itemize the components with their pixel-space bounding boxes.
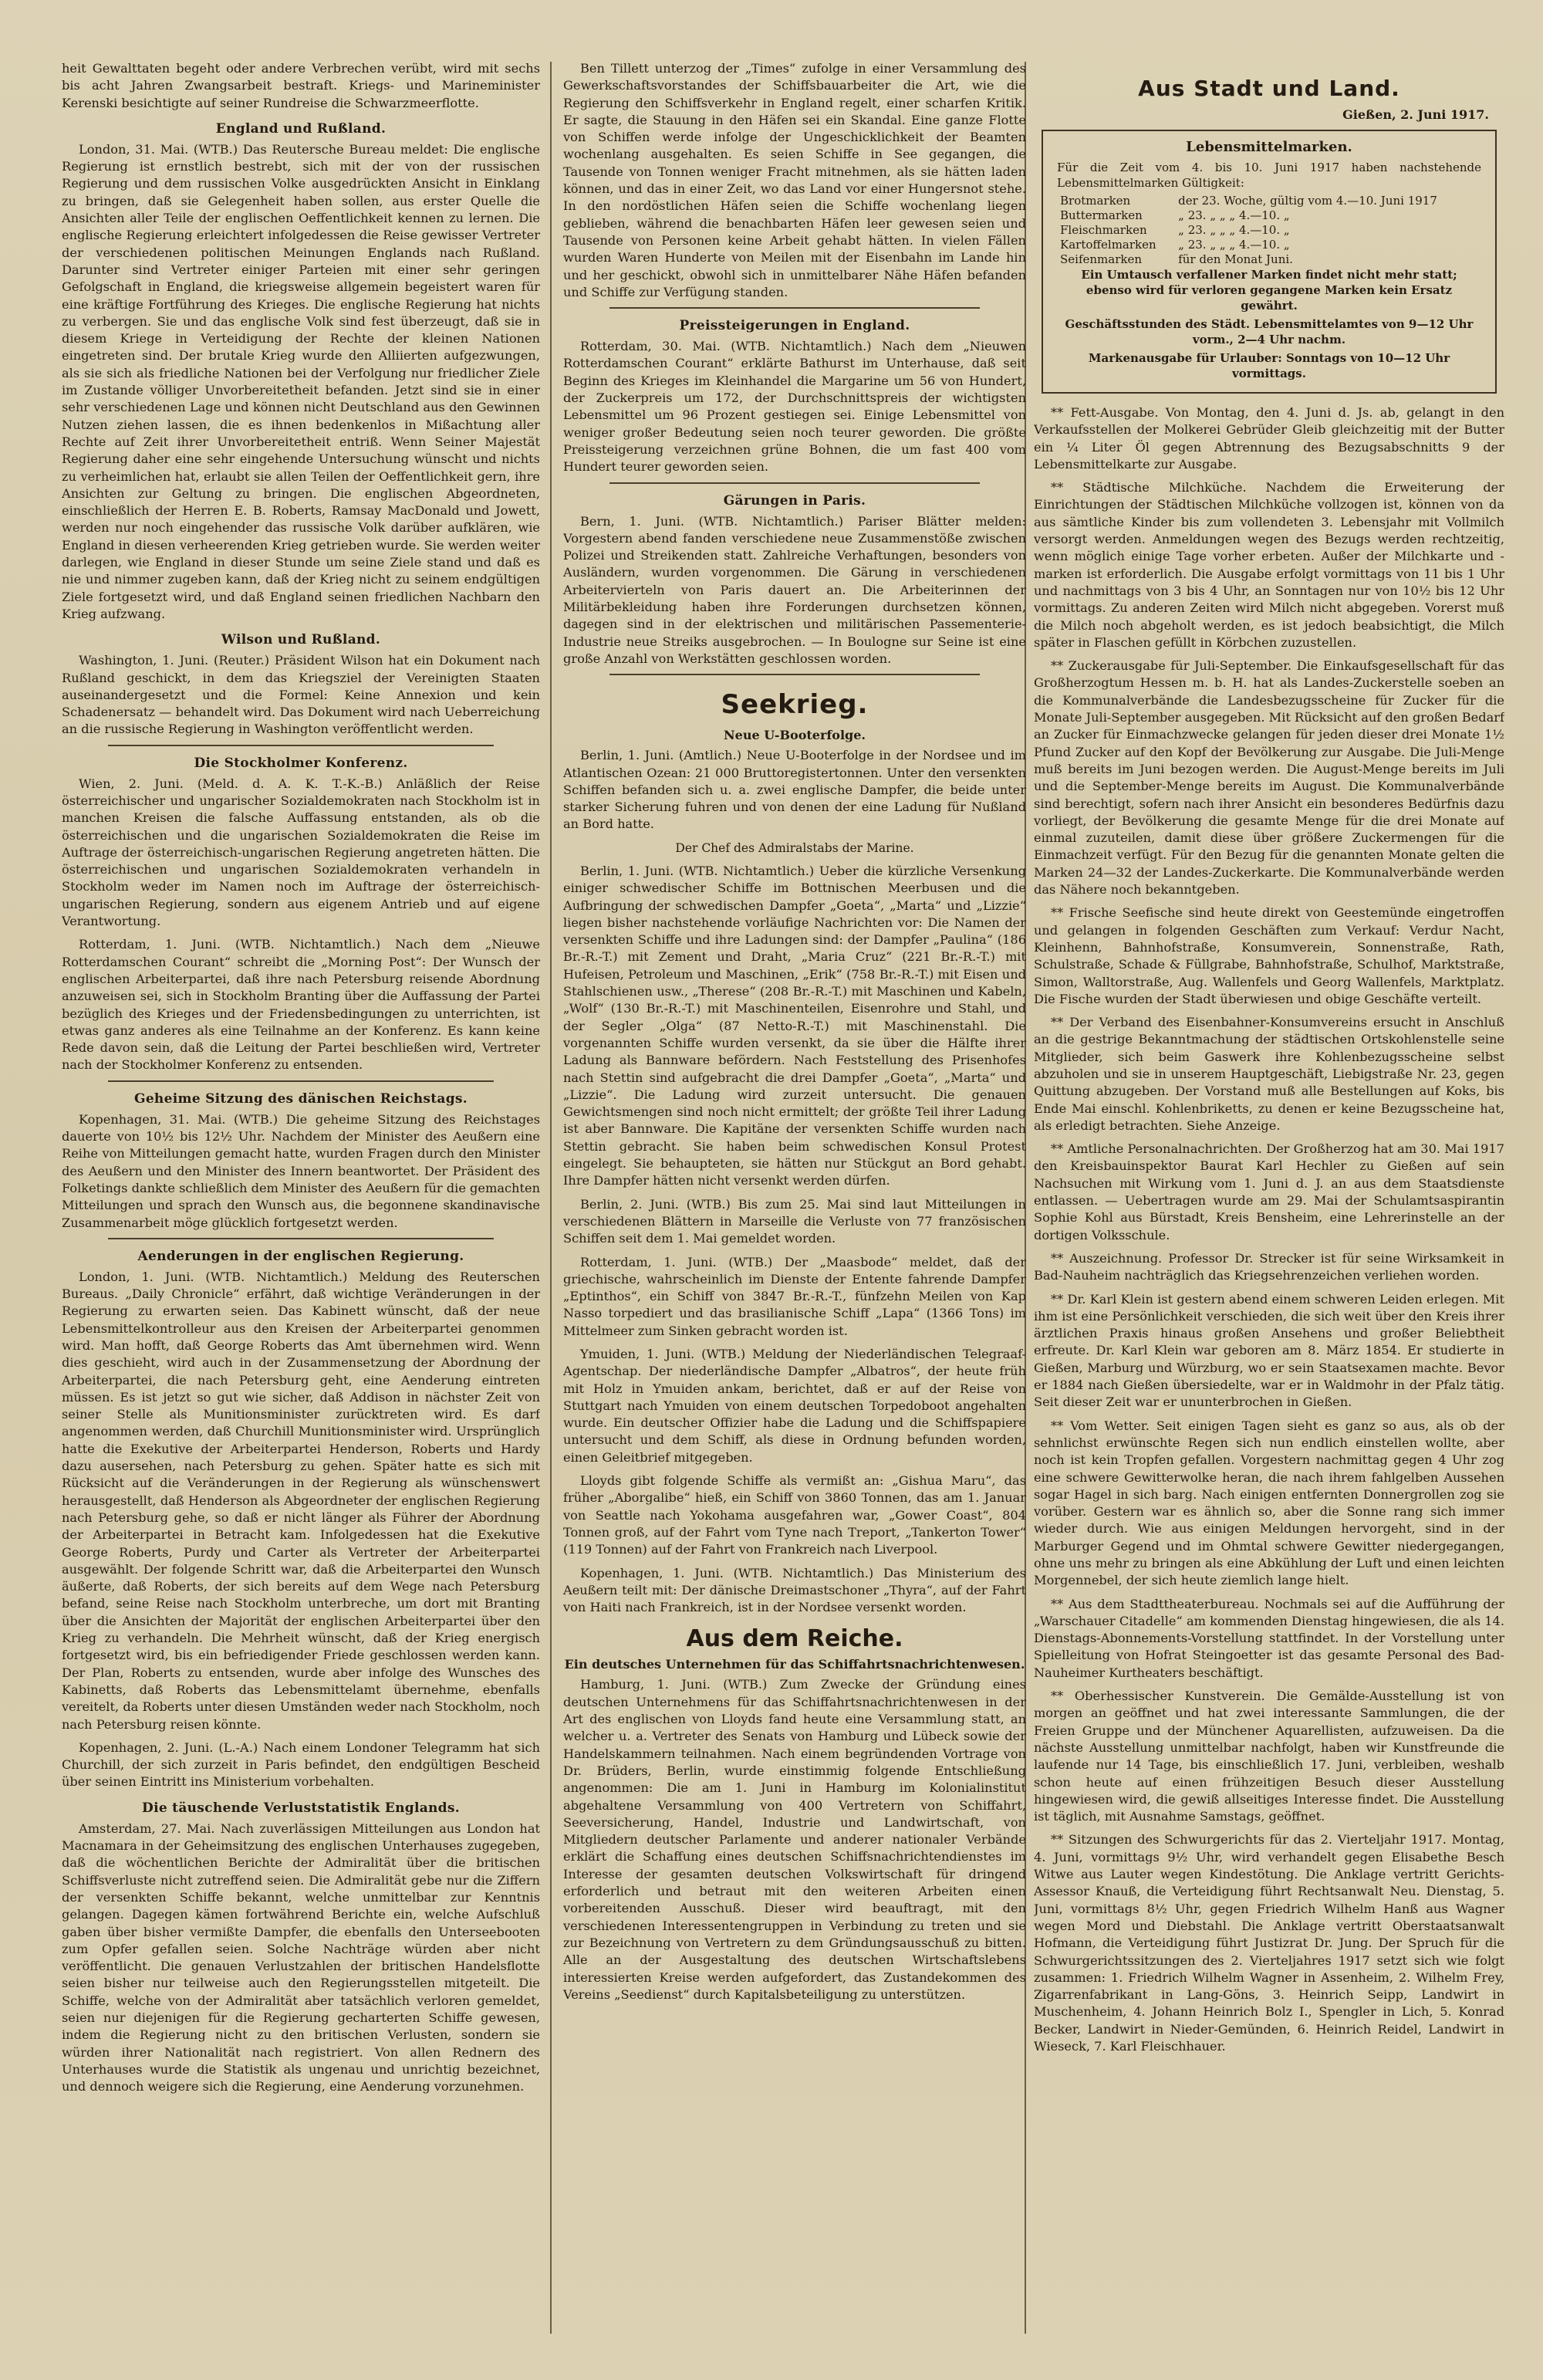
article-paragraph: Rotterdam, 1. Juni. (WTB.) Der „Maasbode“ meldet, daß der griechische, wahrscheinlich im Dienste der Entente fahrende Dampfer „Eptinthos“, ein Schiff von 3847 Br.-R.-T., fünfzehn Meilen von Kap Nasso torpediert und das brasilianische Schiff „Lapa“ (1366 Tons) im Mittelmeer zum Sinken gebracht worden ist. <box>563 1254 1026 1338</box>
box-title: Lebensmittelmarken. <box>1186 139 1352 155</box>
headline: Gärungen in Paris. <box>723 492 866 509</box>
local-news-item: ** Der Verband des Eisenbahner-Konsumvereins ersucht in Anschluß an die gestrige Bekanntmachung der städtischen Ortskohlenstelle seine Mitglieder, sich beim Gaswerk ihre Kohlenbezugsscheine selbst abzuholen und sie in unserem Hauptgeschäft, Liebigstraße Nr. 23, gegen Quittung abzugeben. Der Vorstand muß alle Bestellungen auf Koks, bis Ende Mai einschl. Kohlenbriketts, zu denen er keine Bezugsscheine hat, als erledigt betrachten. Siehe Anzeige. <box>1034 1015 1504 1133</box>
article-paragraph: Amsterdam, 27. Mai. Nach zuverlässigen Mitteilungen aus London hat Macnamara in der Geheimsitzung des englischen Unterhauses zugegeben, daß die wöchentlichen Berichte der Admiralität über die britischen Schiffsverluste nicht zutreffend seien. Die Admiralität gebe nur die Ziffern der versenkten Schiffe bekannt, welche unmittelbar zur Kenntnis gelangen. Dagegen kämen fortwährend Berichte ein, welche Aufschluß gaben über bisher vermißte Dampfer, die ebenfalls den Unterseebooten zum Opfer gefallen seien. Solche Nachträge würden aber nicht veröffentlicht. Die genauen Verlustzahlen der britischen Handelsflotte seien bisher nur teilweise auch den Regierungsstellen mitgeteilt. Die Schiffe, welche von der Admiralität aber tatsächlich verloren gemeldet, seien nur diejenigen für die Regierung gecharterten Schiffe gewesen, indem die Regierung nicht zu den britischen Verlusten, sondern sie würden ihrer Nationalität nach registriert. Von allen Rednern des Unterhauses wurde die Statistik als ungenau und unrichtig bezeichnet, und dennoch weigere sich die Regierung, eine Aenderung vorzunehmen. <box>62 1820 540 2094</box>
dateline: Gießen, 2. Juni 1917. <box>1342 107 1489 122</box>
ration-notice-box <box>1042 130 1497 394</box>
headline: Die Stockholmer Konferenz. <box>194 755 408 771</box>
local-news-item: ** Sitzungen des Schwurgerichts für das 2. Vierteljahr 1917. Montag, 4. Juni, vormittags 9½ Uhr, wird verhandelt gegen Elisabethe Besch Witwe aus Lauter wegen Kindestötung. Die Anklage vertritt Gerichts-Assessor Knauß, die Verteidigung führt Rechtsanwalt Neu. Dienstag, 5. Juni, vormittags 8½ Uhr, gegen Friedrich Wilhelm Hanß aus Wagner wegen Mord und Diebstahl. Die Anklage vertritt Oberstaatsanwalt Hofmann, die Verteidigung führt Justizrat Dr. Jung. Der Spruch für die Schwurgerichtssitzungen des 2. Vierteljahres 1917 setzt sich wie folgt zusammen: 1. Friedrich Wilhelm Wagner in Assenheim, 2. Wilhelm Frey, Zigarrenfabrikant in Lang-Göns, 3. Heinrich Seipp, Landwirt in Muschenheim, 4. Johann Heinrich Bolz I., Spengler in Lich, 5. Konrad Becker, Landwirt in Nieder-Gemünden, 6. Heinrich Reidel, Landwirt in Wieseck, 7. Karl Fleischhauer. <box>1034 1832 1504 2054</box>
local-news-item: ** Vom Wetter. Seit einigen Tagen sieht es ganz so aus, als ob der sehnlichst erwünschte Regen sich nun endlich einstellen wollte, aber noch ist kein Tropfen gefallen. Vorgestern nachmittag gegen 4 Uhr zog eine schwere Gewitterwolke heran, die nach ihrem fahlgelben Aussehen sogar Hagel in sich barg. Nach einigen entfernten Donnergrollen zog sie vorüber. Gestern war es ähnlich so, aber die Sonne rang sich immer wieder durch. Wie aus einigen Meldungen hervorgeht, sind in der Marburger Gegend und im Ohmtal schwere Gewitter niedergegangen, ohne uns mehr zu bringen als eine Abkühlung der Luft und einen leichten Morgennebel, der sich heute ziemlich lange hielt. <box>1034 1418 1504 1588</box>
article-paragraph: Berlin, 2. Juni. (WTB.) Bis zum 25. Mai sind laut Mitteilungen in verschiedenen Blättern in Marseille die Verluste von 77 französischen Schiffen seit dem 1. Mai gemeldet worden. <box>563 1196 1026 1246</box>
ration-table <box>1057 194 1481 267</box>
article-paragraph: Lloyds gibt folgende Schiffe als vermißt an: „Gishua Maru“, das früher „Aborgalibe“ hieß, ein Schiff von 3860 Tonnen, das am 1. Januar von Seattle nach Yokohama ausgefahren war, „Gower Coast“, 804 Tonnen groß, auf der Fahrt vom Tyne nach Treport, „Tankerton Tower“ (119 Tonnen) auf der Fahrt von Frankreich nach Liverpool. <box>563 1473 1026 1557</box>
local-news-item: ** Städtische Milchküche. Nachdem die Erweiterung der Einrichtungen der Städtischen Milchküche vollzogen ist, können von da aus sämtliche Kinder bis zum vollendeten 3. Lebensjahr mit Vollmilch versorgt werden. Anmeldungen wegen des Bezugs werden rechtzeitig, wenn möglich einige Tage vorher erbeten. Außer der Milchkarte und -marken ist erforderlich. Die Ausgabe erfolgt vormittags von 11 bis 1 Uhr und nachmittags von 3 bis 4 Uhr, an Sonntagen nur von 10½ bis 12 Uhr vormittags. Zu anderen Zeiten wird Milch nicht abgegeben. Vorerst muß die Milch noch abgeholt werden, es ist jedoch beabsichtigt, die Milch später in Flaschen gefüllt in Körbchen zuzustellen. <box>1034 480 1504 650</box>
article-paragraph: Ymuiden, 1. Juni. (WTB.) Meldung der Niederländischen Telegraaf-Agentschap. Der niederländische Dampfer „Albatros“, der heute früh mit Holz in Ymuiden ankam, berichtet, daß er auf der Reise von Stuttgart nach Ymuiden von einem deutschen Torpedoboot angehalten wurde. Ein deutscher Offizier habe die Ladung und die Schiffspapiere untersucht und dem Schiff, als diese in Ordnung befunden worden, einen Geleitbrief mitgegeben. <box>563 1347 1026 1465</box>
divider <box>108 1080 494 1082</box>
article-paragraph: Wien, 2. Juni. (Meld. d. A. K. T.-K.-B.) Anläßlich der Reise österreichischer und ungarischer Sozialdemokraten nach Stockholm ist in manchen Kreisen die falsche Auffassung entstanden, als ob die österreichischen und die ungarischen Sozialdemokraten die Reise im Auftrage der österreichisch-ungarischen Regierung angetreten hätten. Die österreichischen und ungarischen Sozialdemokraten verhandeln in Stockholm weder im Namen noch im Auftrage der österreichisch-ungarischen Regierung, sondern aus eigenem Antrieb und auf eigene Verantwortung. <box>62 776 540 929</box>
local-news-item: ** Frische Seefische sind heute direkt von Geestemünde eingetroffen und gelangen in folgenden Geschäften zum Verkauf: Verdur Nacht, Kleinhenn, Bahnhofstraße, Konsumverein, Sonnenstraße, Rath, Schulstraße, Schade & Füllgrabe, Bahnhofstraße, Schulhof, Marktstraße, Simon, Walltorstraße, Aug. Wallenfels und Georg Wallenfels, Marktplatz. Die Fische wurden der Stadt überwiesen und obige Geschäfte verteilt. <box>1034 905 1504 1006</box>
column-1 <box>62 60 540 2349</box>
section-title: Seekrieg. <box>721 689 869 721</box>
table-row: Kartoffelmarken „ 23. „ „ „ 4.—10. „ <box>1060 238 1290 252</box>
divider <box>108 1238 494 1239</box>
article-paragraph: Berlin, 1. Juni. (WTB. Nichtamtlich.) Ueber die kürzliche Versenkung einiger schwedischer Schiffe im Bottnischen Meerbusen und die Aufbringung der schwedischen Dampfer „Goeta“, „Marta“ und „Lizzie“ liegen bisher nachstehende vorläufige Nachrichten vor: Die Namen der versenkten Schiffe und ihre Ladungen sind: der Dampfer „Paulina“ (186 Br.-R.-T.) mit Zement und Draht, „Maria Cruz“ (221 Br.-R.-T.) mit Hufeisen, Petroleum und Maschinen, „Erik“ (758 Br.-R.-T.) mit Eisen und Stahlschienen usw., „Therese“ (208 Br.-R.-T.) mit Maschinen und Kabeln, „Wolf“ (130 Br.-R.-T.) mit Maschinenteilen, Eisenrohre und Stahl, und der Segler „Olga“ (87 Netto-R.-T.) mit Maschinenstahl. Die vorgenannten Schiffe wurden versenkt, da sie über die Hälfte ihrer Ladung als Bannware befördern. Nach Feststellung des Prisenhofes nach Stettin sind aufgebracht die drei Dampfer „Goeta“, „Marta“ und „Lizzie“. Die Ladung wird zurzeit untersucht. Die genauen Gewichtsmengen sind noch nicht ermittelt; der größte Teil ihrer Ladung ist aber Bannware. Die Kapitäne der versenkten Schiffe wurden nach Stettin gebracht. Sie haben beim schwedischen Konsul Protest eingelegt. Sie behaupteten, sie hätten nur Stückgut an Bord gehabt. Ihre Dampfer hätten nicht versenkt werden dürfen. <box>563 863 1026 1188</box>
local-news-item: ** Amtliche Personalnachrichten. Der Großherzog hat am 30. Mai 1917 den Kreisbauinspektor Baurat Karl Hechler zu Gießen auf sein Nachsuchen mit Wirkung vom 1. Juni d. J. an aus dem Staatsdienste entlassen. — Uebertragen wurde am 29. Mai der Schulamtsaspirantin Sophie Kohl aus Bürstadt, Kreis Bensheim, eine Lehrerinstelle an der dortigen Volksschule. <box>1034 1141 1504 1242</box>
local-news-item: ** Auszeichnung. Professor Dr. Strecker ist für seine Wirksamkeit in Bad-Nauheim nachträglich das Kriegsehrenzeichen verliehen worden. <box>1034 1250 1504 1283</box>
article-paragraph: London, 1. Juni. (WTB. Nichtamtlich.) Meldung des Reuterschen Bureaus. „Daily Chronicle“ erfährt, daß wichtige Veränderungen in der Regierung zu erwarten seien. Das Kabinett wünscht, daß der neue Lebensmittelkontrolleur aus den Kreisen der Arbeiterpartei genommen wird. Man hofft, daß George Roberts das Amt übernehmen wird. Wenn dies geschieht, wird auch in der Zusammensetzung der Abordnung der Arbeiterpartei, die nach Petersburg geht, eine Aenderung eintreten müssen. Es ist jetzt so gut wie sicher, daß Addison in nächster Zeit von seiner Stelle als Munitionsminister zurücktreten wird. Es darf angenommen werden, daß Churchill Munitionsminister wird. Ursprünglich hatte die Exekutive der Arbeiterpartei Henderson, Roberts und Hardy dazu ausersehen, nach Petersburg zu gehen. Später hatte es sich mit Rücksicht auf die Veränderungen in der Regierung als wünschenswert herausgestellt, daß Henderson als Abgeordneter der englischen Regierung nach Petersburg gehe, so daß er nicht länger als Führer der Abordnung der Arbeiterpartei in Betracht kam. Infolgedessen hat die Exekutive George Roberts, Purdy und Carter als Vertreter der Arbeiterpartei ausgewählt. Der folgende Schritt war, daß die Arbeiterpartei den Wunsch äußerte, daß Roberts, der sich bereits auf dem Wege nach Petersburg befand, seine Reise nach Stockholm unterbreche, um dort mit Branting über die Ansichten der Majorität der englischen Arbeiterpartei über den Krieg zu verhandeln. Die Mehrheit wünscht, daß der Krieg energisch fortgesetzt wird, bis ein befriedigender Friede geschlossen werden kann. Der Plan, Roberts zu entsenden, wurde aber infolge des Wunsches des Kabinetts, daß Roberts das Lebensmittelamt übernehme, ebenfalls vereitelt, da Roberts unter diesen Umständen weder nach Stockholm, noch nach Petersburg reisen könnte. <box>62 1269 540 1732</box>
article-paragraph: Kopenhagen, 31. Mai. (WTB.) Die geheime Sitzung des Reichstages dauerte von 10½ bis 12½ Uhr. Nachdem der Minister des Aeußern eine Reihe von Mitteilungen gemacht hatte, wurden Fragen durch den Minister des Aeußern und den Minister des Innern beantwortet. Der Präsident des Folketings dankte schließlich dem Minister des Aeußern für die gemachten Mitteilungen und sprach den Wunsch aus, die begonnene skandinavische Zusammenarbeit möge glücklich fortgesetzt werden. <box>62 1111 540 1230</box>
article-paragraph: Rotterdam, 30. Mai. (WTB. Nichtamtlich.) Nach dem „Nieuwen Rotterdamschen Courant“ erklärte Bathurst im Unterhause, daß seit Beginn des Krieges im Kleinhandel die Margarine um 56 von Hundert, der Zuckerpreis um 172, der Durchschnittspreis der wichtigsten Lebensmittel um 96 Prozent gestiegen sei. Einige Lebensmittel von weniger großer Bedeutung seien noch teurer geworden. Die größte Preissteigerung verzeichnen grüne Bohnen, die um fast 400 vom Hundert teurer geworden seien. <box>563 339 1026 475</box>
table-row: Buttermarken „ 23. „ „ „ 4.—10. „ <box>1060 208 1290 222</box>
article-paragraph: Kopenhagen, 1. Juni. (WTB. Nichtamtlich.) Das Ministerium des Aeußern teilt mit: Der dänische Dreimastschoner „Thyra“, auf der Fahrt von Haiti nach Frankreich, ist in der Nordsee versenkt worden. <box>563 1565 1026 1615</box>
table-row: Seifenmarken für den Monat Juni. <box>1060 252 1293 266</box>
headline: Wilson und Rußland. <box>221 632 381 648</box>
local-news-item: ** Dr. Karl Klein ist gestern abend einem schweren Leiden erlegen. Mit ihm ist eine Persönlichkeit verschieden, die sich weit über den Kreis ihrer ärztlichen Praxis hinaus großen Ansehens und großer Beliebtheit erfreute. Dr. Karl Klein war geboren am 8. März 1854. Er studierte in Gießen, Marburg und Würzburg, wo er sein Staatsexamen machte. Bevor er 1884 nach Gießen übersiedelte, war er in Waldmohr in der Pfalz tätig. Seit dieser Zeit war er ununterbrochen in Gießen. <box>1034 1291 1504 1410</box>
headline: Die täuschende Verluststatistik Englands. <box>142 1800 460 1816</box>
column-rule <box>550 62 552 2334</box>
section-title: Aus dem Reiche. <box>686 1625 903 1653</box>
article-paragraph: London, 31. Mai. (WTB.) Das Reutersche Bureau meldet: Die englische Regierung ist ernstlich bestrebt, sich mit der von der russischen Regierung und dem russischen Volke ausgedrückten Ansicht in Einklang zu bringen, daß sie Gelegenheit haben sollen, aus erster Quelle die Ansichten aller Teile der englischen Oeffentlichkeit kennen zu lernen. Die englische Regierung erleichtert infolgedessen die Reise gewisser Vertreter der verschiedenen politischen Meinungen Englands nach Rußland. Darunter sind Vertreter einiger Parteien mit einer sehr geringen Gefolgschaft in England, die kriegsweise allgemein begeistert waren für eine kräftige Fortführung des Krieges. Die englische Regierung hat nichts zu verbergen. Sie und das englische Volk sind fest überzeugt, daß sie in diesem Kriege in Verteidigung der Rechte der kleinen Nationen eingetreten sind. Der brutale Krieg wurde den Alliierten aufgezwungen, als sie sich als friedliche Nationen bei der Verfolgung nur friedlicher Ziele im Zustande völliger Unvorbereitetheit befanden. Jetzt sind sie in einer sehr verschiedenen Lage und können nicht Deutschland aus den Gewinnen Nutzen ziehen lassen, die es ihnen bedenkenlos in Mißachtung aller Rechte auf Zeit ihrer Unvorbereitetheit entriß. Wenn Seiner Majestät Regierung daher eine sehr eingehende Untersuchung wünscht und nichts zu verheimlichen hat, erlaubt sie allen Teilen der Oeffentlichkeit gern, ihre Ansichten zur Geltung zu bringen. Die englischen Abgeordneten, einschließlich der Herren E. B. Roberts, Ramsay MacDonald und Jowett, werden nur noch eingehender das russische Volk darüber aufklären, wie England in diesen verheerenden Krieg getrieben wurde. Sie werden weiter darlegen, wie England in dieser Stunde um seine Ziele stand und daß es nie und nimmer zugeben kann, daß der Krieg nicht zu seinem endgültigen Ziele fortgesetzt wird, und daß England seinen friedlichen Nachbarn den Krieg aufzwang. <box>62 141 540 621</box>
divider <box>609 674 980 675</box>
article-paragraph: Hamburg, 1. Juni. (WTB.) Zum Zwecke der Gründung eines deutschen Unternehmens für das Schiffahrtsnachrichtenwesen in der Art des englischen von Lloyds fand heute eine Versammlung statt, an welcher u. a. Vertreter des Senats von Hamburg und Lübeck sowie der Handelskammern teilnahmen. Nach einem begründenden Vortrage von Dr. Brüders, Berlin, wurde einstimmig folgende Entschließung angenommen: Die am 1. Juni in Hamburg im Kolonialinstitut abgehaltene Versammlung von 400 Vertretern von Schiffahrt, Seeversicherung, Handel, Industrie und Landwirtschaft, von Mitgliedern deutscher Parlamente und anderer nationaler Verbände erklärt die Schaffung eines deutschen Schiffsnachrichtendienstes im Interesse der gesamten deutschen Volkswirtschaft für dringend erforderlich und betraut mit den weiteren Arbeiten einen vorbereitenden Ausschuß. Dieser wird beauftragt, mit den verschiedenen Interessentengruppen in Verbindung zu treten und sie zur Bezeichnung von Vertretern zu dem Gründungsausschuß zu bitten. Alle an der Ausgestaltung des deutschen Wirtschaftslebens interessierten Kreise werden aufgefordert, das Zustandekommen des Vereins „Seedienst“ durch Kapitalsbeteiligung zu unterstützen. <box>563 1677 1026 2002</box>
box-intro: Für die Zeit vom 4. bis 10. Juni 1917 haben nachstehende Lebensmittelmarken Gültigkeit: <box>1057 161 1481 190</box>
column-2 <box>563 60 1026 2349</box>
local-news-item: ** Fett-Ausgabe. Von Montag, den 4. Juni d. Js. ab, gelangt in den Verkaufsstellen der Molkerei Gebrüder Gleib gleichzeitig mit der Butter ein ¼ Liter Öl gegen Abtrennung des Bezugsabschnitts 9 der Lebensmittelkarte zur Ausgabe. <box>1034 405 1504 472</box>
box-note: Geschäftsstunden des Städt. Lebensmittelamtes von 9—12 Uhr vorm., 2—4 Uhr nachm. <box>1065 317 1474 347</box>
divider <box>609 307 980 309</box>
divider <box>108 745 494 746</box>
signature: Der Chef des Admiralstabs der Marine. <box>675 840 914 855</box>
box-note: Ein Umtausch verfallener Marken findet nicht mehr statt; ebenso wird für verloren gegangene Marken kein Ersatz gewährt. <box>1081 268 1457 313</box>
column-3 <box>1034 60 1504 2349</box>
table-row: Brotmarken der 23. Woche, gültig vom 4.—10. Juni 1917 <box>1060 194 1437 208</box>
section-subtitle: Ein deutsches Unternehmen für das Schiffahrtsnachrichtenwesen. <box>564 1657 1025 1672</box>
article-paragraph: Washington, 1. Juni. (Reuter.) Präsident Wilson hat ein Dokument nach Rußland geschickt, in dem das Kriegsziel der Vereinigten Staaten auseinandergesetzt und die Formel: Keine Annexion und kein Schadenersatz — behandelt wird. Das Dokument wird nach Ueberreichung an die russische Regierung in Washington veröffentlicht werden. <box>62 653 540 737</box>
divider <box>609 482 980 484</box>
table-row: Fleischmarken „ 23. „ „ „ 4.—10. „ <box>1060 223 1290 237</box>
section-subtitle: Neue U-Booterfolge. <box>724 728 866 743</box>
section-title: Aus Stadt und Land. <box>1138 76 1400 101</box>
article-paragraph: Kopenhagen, 2. Juni. (L.-A.) Nach einem Londoner Telegramm hat sich Churchill, der sich zurzeit in Paris befindet, den endgültigen Bescheid über seinen Eintritt ins Ministerium vorbehalten. <box>62 1739 540 1790</box>
headline: Geheime Sitzung des dänischen Reichstags. <box>134 1090 468 1107</box>
headline: Preissteigerungen in England. <box>679 318 910 334</box>
local-news-item: ** Aus dem Stadttheaterbureau. Nochmals sei auf die Aufführung der „Warschauer Citadelle“ am kommenden Dienstag hingewiesen, die als 14. Dienstags-Abonnements-Vorstellung stattfindet. In der Vorstellung unter Spielleitung von Hofrat Steingoetter ist das gesamte Personal des Bad-Nauheimer Kurtheaters beschäftigt. <box>1034 1596 1504 1680</box>
article-paragraph: Berlin, 1. Juni. (Amtlich.) Neue U-Booterfolge in der Nordsee und im Atlantischen Ozean: 21 000 Bruttoregistertonnen. Unter den versenkten Schiffen befanden sich u. a. zwei englische Dampfer, die beide unter starker Sicherung fuhren und von denen der eine Ladung für Nußland an Bord hatte. <box>563 748 1026 832</box>
article-paragraph: Ben Tillett unterzog der „Times“ zufolge in einer Versammlung des Gewerkschaftsvorstandes der Schiffsbauarbeiter die Art, wie die Regierung den Schiffsverkehr in England regelt, einer scharfen Kritik. Er sagte, die Stauung in den Häfen sei ein Skandal. Eine ganze Flotte von Schiffen werde infolge der Ungeschicklichkeit der Beamten wochenlang ausgehalten. Es seien Schiffe in See gegangen, die Tausende von Tonnen weniger Fracht mitnehmen, als sie hätten laden können, und das in einer Zeit, wo das Land vor einer Hungersnot stehe. In den nordöstlichen Häfen seien die Schiffe wochenlang liegen geblieben, während die benachbarten Häfen leer gewesen seien und Tausende von Personen keine Arbeit gehabt hätten. In vielen Fällen wurden Waren Hunderte von Meilen mit der Eisenbahn im Lande hin und her geschickt, obwohl sich in unmittelbarer Nähe Häfen befanden und Schiffe zur Verfügung standen. <box>563 61 1026 299</box>
article-paragraph: Bern, 1. Juni. (WTB. Nichtamtlich.) Pariser Blätter melden: Vorgestern abend fanden verschiedene neue Zusammenstöße zwischen Polizei und Streikenden statt. Zahlreiche Verhaftungen, besonders von Ausländern, wurden vorgenommen. Die Gärung in verschiedenen Arbeitervierteln von Paris dauert an. Die Arbeiterinnen der Militärbekleidung haben ihre Forderungen durchsetzen können, dagegen sind in der elektrischen und militärischen Passementerie-Industrie neue Streiks ausgebrochen. — In Boulogne sur Seine ist eine große Anzahl von Werkstätten geschlossen worden. <box>563 513 1026 666</box>
local-news-item: ** Oberhessischer Kunstverein. Die Gemälde-Ausstellung ist von morgen an geöffnet und hat zwei interessante Sammlungen, die der Freien Gruppe und der Münchener Aquarellisten, aufzuweisen. Da die nächste Ausstellung unmittelbar nachfolgt, haben wir Kunstfreunde die laufende nur 14 Tage, bis einschließlich 17. Juni, verbleiben, weshalb schon heute auf einen frühzeitigen Besuch dieser Ausstellung hingewiesen wird, die gewiß allseitiges Interesse findet. Die Ausstellung ist täglich, mit Ausnahme Samstags, geöffnet. <box>1034 1689 1504 1824</box>
headline: England und Rußland. <box>215 120 387 137</box>
box-note: Markenausgabe für Urlauber: Sonntags von 10—12 Uhr vormittags. <box>1088 351 1450 380</box>
article-continuation: heit Gewalttaten begeht oder andere Verbrechen verübt, wird mit sechs bis acht Jahren Zwangsarbeit bestraft. Kriegs- und Marineminister Kerenski besichtigte auf seiner Rundreise die Schwarzmeerflotte. <box>62 61 540 110</box>
local-news-item: ** Zuckerausgabe für Juli-September. Die Einkaufsgesellschaft für das Großherzogtum Hessen m. b. H. hat als Landes-Zuckerstelle soeben an die Kommunalverbände die Landesbezugsscheine für Zucker für die Monate Juli-September ausgegeben. Mit Rücksicht auf den großen Bedarf an Zucker für Einmachzwecke gelangen für jeden dieser drei Monate 1½ Pfund Zucker auf den Kopf der Bevölkerung zur Ausgabe. Die Juli-Menge muß bereits im Juni bezogen werden. Die August-Menge bereits im Juli und die September-Menge bereits im August. Die Kommunalverbände sind berechtigt, sofern nach ihrer Ansicht ein besonderes Bedürfnis dazu vorliegt, der Bevölkerung die gesamte Menge für die drei Monate auf einmal zuzuteilen, damit diese über größere Zuckermengen für die Einmachzeit verfügt. Für den Bezug für die genannten Monate gelten die Marken 24—32 der Landes-Zuckerkarte. Die Kommunalverbände werden das Nähere noch bekanntgeben. <box>1034 658 1504 898</box>
headline: Aenderungen in der englischen Regierung. <box>137 1248 464 1264</box>
article-paragraph: Rotterdam, 1. Juni. (WTB. Nichtamtlich.) Nach dem „Nieuwe Rotterdamschen Courant“ schreibt die „Morning Post“: Der Wunsch der englischen Arbeiterpartei, daß ihre nach Petersburg reisende Abordnung anzuweisen sei, sich in Stockholm Branting über die Auffassung der Partei bezüglich des Krieges und der Friedensbedingungen zu unterrichten, ist etwas ganz anderes als eine Teilnahme an der Konferenz. Es kann keine Rede davon sein, daß die Leitung der Partei beschließen wird, Vertreter nach der Stockholmer Konferenz zu entsenden. <box>62 937 540 1073</box>
